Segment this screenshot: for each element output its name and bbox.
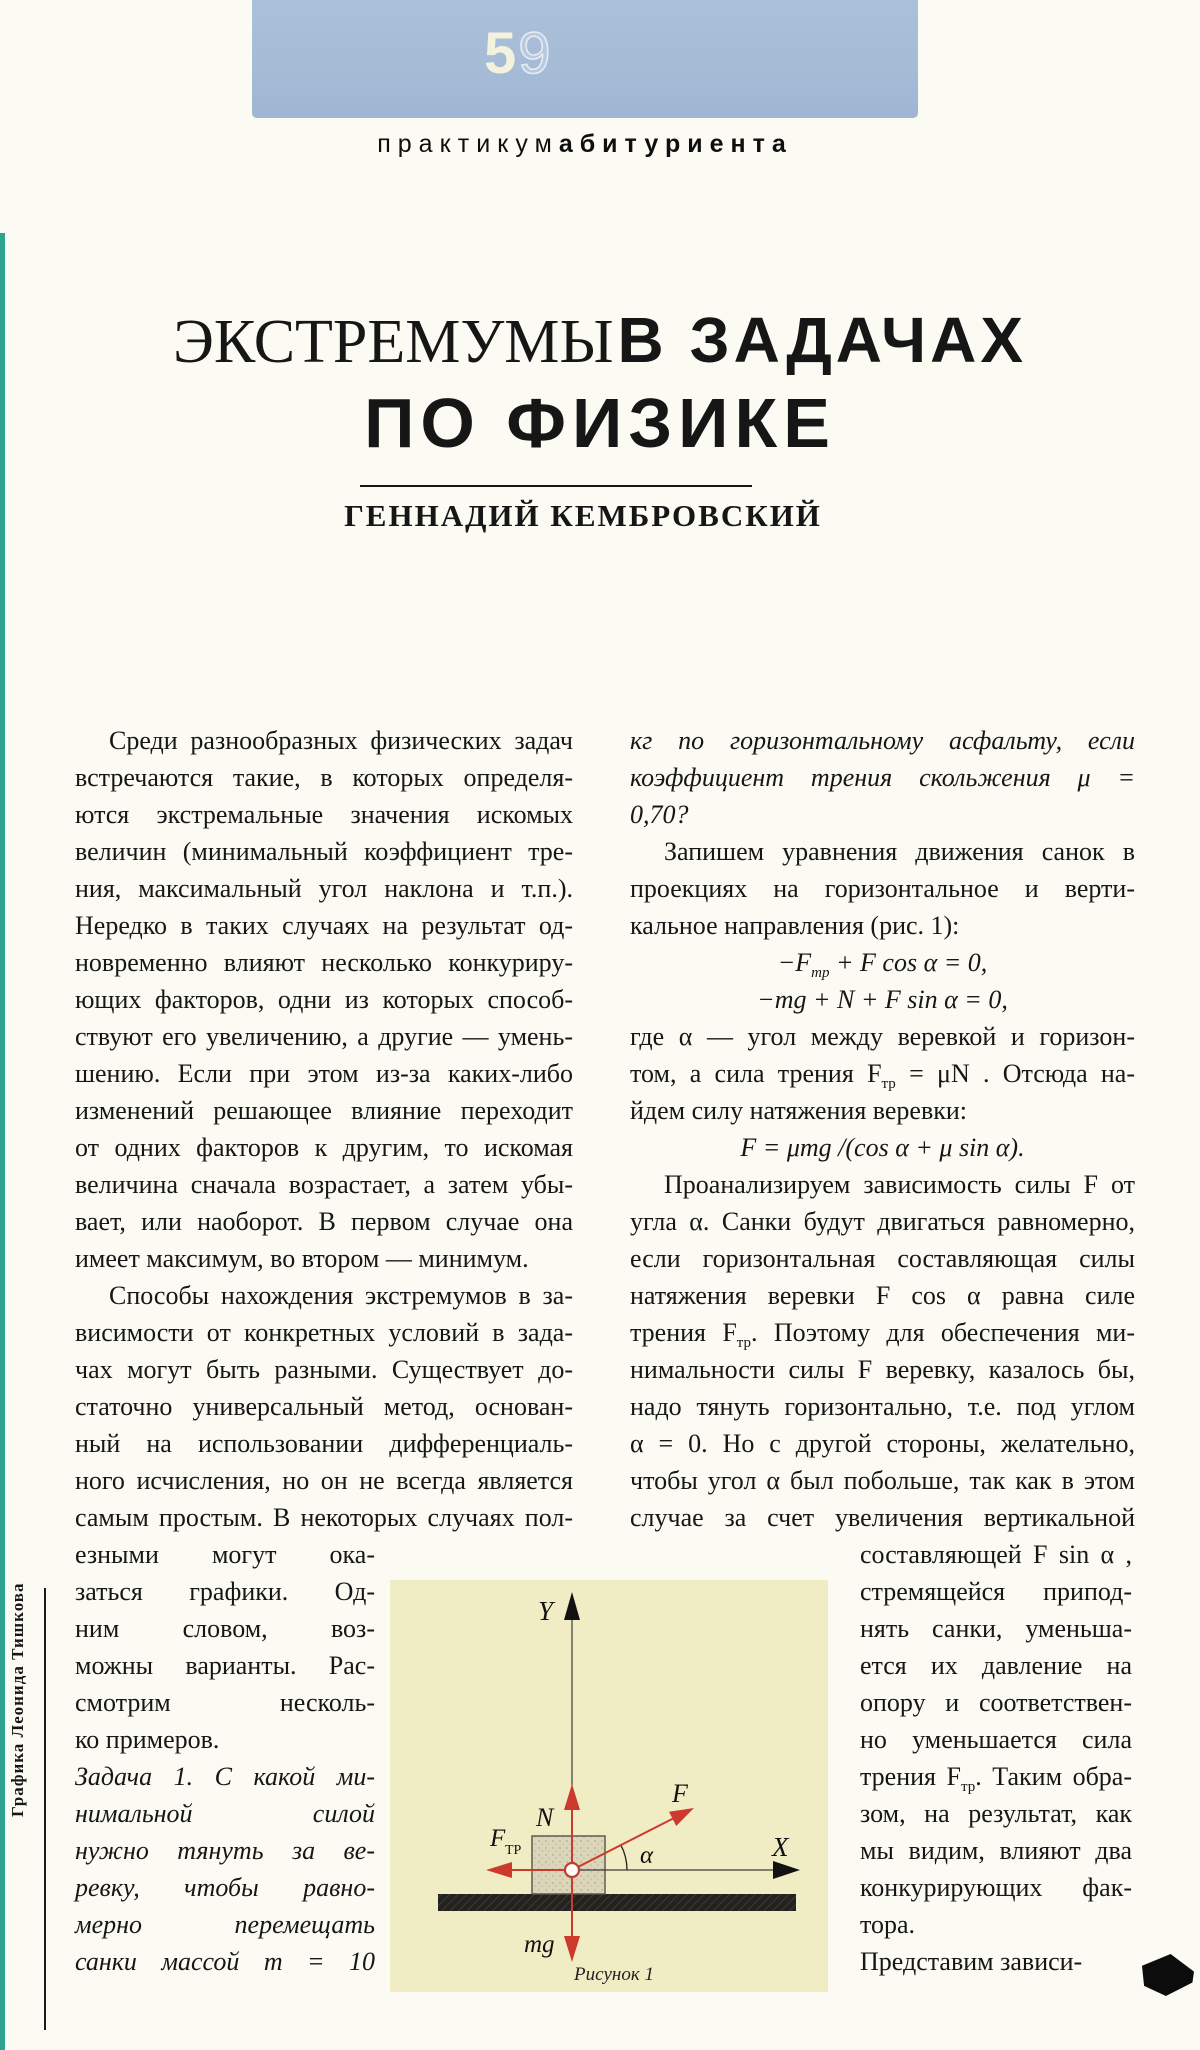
page-number-digit: 5: [484, 21, 519, 86]
equation-part: + F cos α = 0,: [829, 948, 988, 977]
text-line: где α — угол между веревкой и горизон-: [630, 1022, 1135, 1051]
left-column: [75, 722, 573, 1536]
equation-part: −F: [777, 948, 812, 977]
text-line: ный на использовании дифференциаль-: [75, 1429, 573, 1458]
text-line: стремящейся припод-: [860, 1577, 1132, 1606]
text-line: Представим зависи-: [860, 1947, 1083, 1976]
problem-statement-line: 0,70?: [630, 800, 689, 829]
text-line: составляющей F sin α ,: [860, 1540, 1132, 1569]
subscript: тр: [811, 965, 830, 981]
equation-line: [630, 944, 1135, 981]
text-line: ющих факторов, одни из которых способ-: [75, 985, 573, 1014]
section-rubric: [252, 130, 918, 159]
force-mg-label: mg: [524, 1931, 555, 1958]
text-line: новременно влияют несколько конкуриру-: [75, 948, 573, 977]
text-line: самым простым. В некоторых случаях пол-: [75, 1503, 573, 1532]
rubric-light-part: практикум: [377, 130, 559, 158]
page-number: [484, 20, 553, 87]
text-line: смотрим несколь-: [75, 1688, 375, 1717]
text-line: зом, на результат, как: [860, 1799, 1132, 1828]
text-line: ного исчисления, но он не всегда является: [75, 1466, 573, 1495]
text-line: Запишем уравнения движения санок в: [664, 837, 1135, 866]
rubric-bold-part: абитуриента: [558, 130, 793, 158]
text-line: [630, 1314, 1135, 1351]
force-n-label: N: [536, 1803, 554, 1832]
text-line: кальное направления (рис. 1):: [630, 911, 960, 940]
text-line: можны варианты. Рас-: [75, 1651, 375, 1680]
text-line: Нередко в таких случаях на результат од-: [75, 911, 573, 940]
left-column-narrow: [75, 1536, 375, 1980]
angle-label: α: [640, 1842, 654, 1869]
ground-bar: [438, 1894, 796, 1911]
text-line: [630, 1055, 1135, 1092]
text-line: ется их давление на: [860, 1651, 1132, 1680]
y-axis-label: Y: [538, 1596, 554, 1626]
text-line: [860, 1758, 1132, 1795]
text-line: встречаются такие, в которых определя-: [75, 763, 573, 792]
problem-statement-line: нимальной силой: [75, 1799, 375, 1828]
text-line: ния, максимальный угол наклона и т.п.).: [75, 874, 573, 903]
page-number-digit-outline: 9: [518, 21, 553, 86]
problem-statement-line: кг по горизонтальному асфальту, если: [630, 726, 1135, 755]
text-part: трения F: [860, 1762, 961, 1791]
text-part: трения F: [630, 1318, 737, 1347]
text-line: проекциях на горизонтальное и верти-: [630, 874, 1135, 903]
text-part: = μN . Отсюда на-: [895, 1059, 1136, 1088]
right-column-narrow: [860, 1536, 1132, 1980]
text-line: мы видим, влияют два: [860, 1836, 1132, 1865]
credit-divider-rule: [44, 1588, 46, 2030]
title-bold-words: В ЗАДАЧАХ: [617, 304, 1028, 376]
equation-line: −mg + N + F sin α = 0,: [757, 985, 1008, 1014]
text-line: заться графики. Од-: [75, 1577, 375, 1606]
text-line: Способы нахождения экстремумов в за-: [109, 1281, 573, 1310]
equation-line: F = μmg /(cos α + μ sin α).: [740, 1133, 1025, 1162]
text-line: чах могут быть разными. Существует до-: [75, 1355, 573, 1384]
text-line: надо тянуть горизонтально, т.е. под углом: [630, 1392, 1135, 1421]
text-line: Проанализируем зависимость силы F от: [664, 1170, 1135, 1199]
text-line: опору и соответствен-: [860, 1688, 1132, 1717]
problem-statement-line: нужно тянуть за ве-: [75, 1836, 375, 1865]
text-line: йдем силу натяжения веревки:: [630, 1096, 968, 1125]
force-friction-subscript: ТР: [505, 1843, 522, 1858]
subscript: тр: [881, 1076, 896, 1092]
text-line: нимальности силы F веревку, казалось бы,: [630, 1355, 1135, 1384]
figure-caption: Рисунок 1: [574, 1964, 654, 1985]
text-line: имеет максимум, во втором — минимум.: [75, 1244, 529, 1273]
right-column: [630, 722, 1135, 1536]
text-line: конкурирующих фак-: [860, 1873, 1132, 1902]
text-line: от одних факторов к другим, то искомая: [75, 1133, 573, 1162]
text-line: изменений решающее влияние переходит: [75, 1096, 573, 1125]
text-line: величина сначала возрастает, а затем убы-: [75, 1170, 573, 1199]
article-title-line2: ПО ФИЗИКЕ: [364, 384, 836, 462]
text-line: вает, или наоборот. В первом случае она: [75, 1207, 573, 1236]
text-line: случае за счет увеличения вертикальной: [630, 1503, 1135, 1532]
text-line: нять санки, уменьша-: [860, 1614, 1132, 1643]
text-part: . Таким обра-: [975, 1762, 1133, 1791]
force-friction-label: F: [490, 1825, 506, 1852]
x-axis-label: X: [772, 1832, 789, 1862]
text-line: ним словом, воз-: [75, 1614, 375, 1643]
header-band: [252, 0, 918, 118]
figure-background: [390, 1580, 828, 1992]
text-line: величин (минимальный коэффициент тре-: [75, 837, 573, 866]
subscript: тр: [961, 1779, 976, 1795]
text-line: езными могут ока-: [75, 1540, 375, 1569]
author-name: ГЕННАДИЙ КЕМБРОВСКИЙ: [344, 498, 822, 533]
text-line: ются экстремальные значения искомых: [75, 800, 573, 829]
text-line: Среди разнообразных физических задач: [109, 726, 573, 755]
force-diagram: [390, 1580, 828, 1992]
text-line: шению. Если при этом из-за каких-либо: [75, 1059, 573, 1088]
title-serif-word: ЭКСТРЕМУМЫ: [172, 308, 614, 376]
problem-statement-line: ревку, чтобы равно-: [75, 1873, 375, 1902]
problem-statement-line: мерно перемещать: [75, 1910, 375, 1939]
force-f-label: F: [672, 1779, 688, 1808]
text-line: но уменьшается сила: [860, 1725, 1132, 1754]
text-line: чтобы угол α был побольше, так как в этом: [630, 1466, 1135, 1495]
text-line: если горизонтальная составляющая силы: [630, 1244, 1135, 1273]
text-part: . Поэтому для обеспечения ми-: [751, 1318, 1135, 1347]
text-line: ствуют его увеличению, а другие — умень-: [75, 1022, 573, 1051]
subscript: тр: [736, 1335, 752, 1351]
author-divider-rule: [360, 485, 752, 487]
text-part: том, а сила трения F: [630, 1059, 882, 1088]
text-line: тора.: [860, 1910, 916, 1939]
continued-arrow-icon: [1142, 1954, 1194, 1996]
text-line: ко примеров.: [75, 1725, 220, 1754]
problem-statement-line: санки массой m = 10: [75, 1947, 375, 1976]
text-line: статочно универсальный метод, основан-: [75, 1392, 573, 1421]
center-point: [565, 1863, 579, 1877]
text-line: α = 0. Но с другой стороны, желательно,: [630, 1429, 1135, 1458]
artist-credit: Графика Леонида Тишкова: [8, 1582, 27, 1817]
figure-1: [390, 1580, 828, 1992]
problem-statement-line: Задача 1. С какой ми-: [75, 1762, 375, 1791]
text-line: угла α. Санки будут двигаться равномерно,: [630, 1207, 1135, 1236]
problem-statement-line: коэффициент трения скольжения μ =: [630, 763, 1135, 792]
article-title-line1: [0, 303, 1200, 378]
text-line: натяжения веревки F cos α равна силе: [630, 1281, 1135, 1310]
text-line: висимости от конкретных условий в зада-: [75, 1318, 573, 1347]
